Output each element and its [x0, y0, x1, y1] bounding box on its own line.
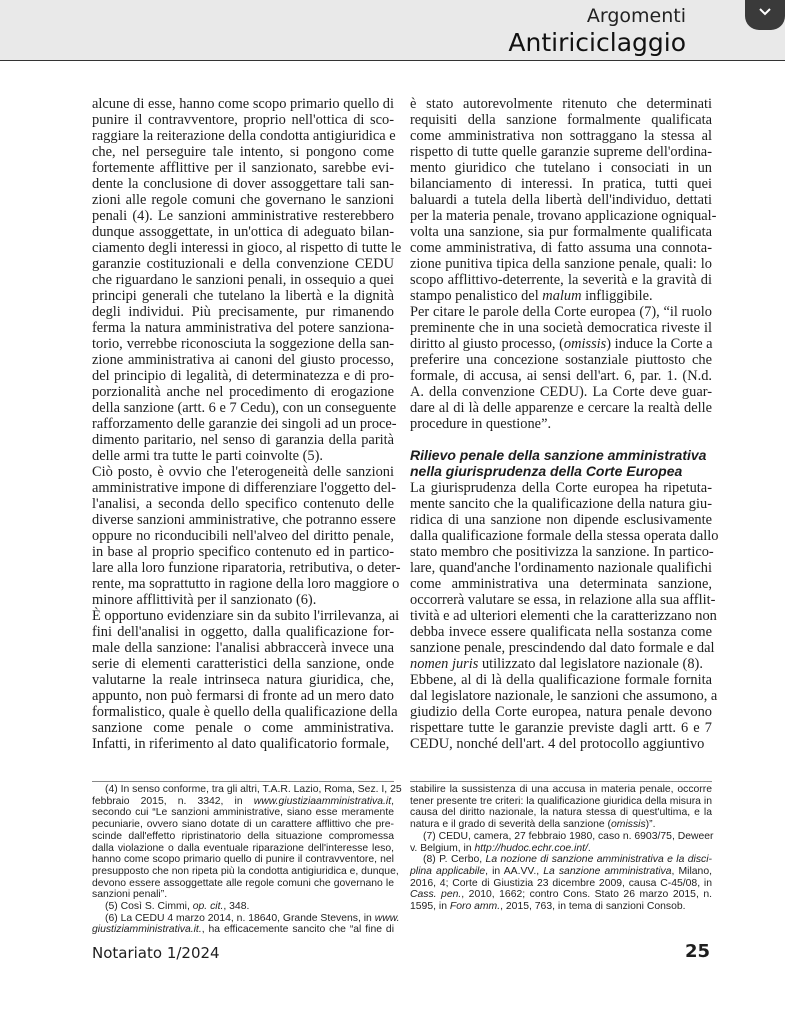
text-line — [410, 368, 712, 384]
text-run: hanno come scopo primario quello di punire il contravventore, nel — [92, 854, 394, 866]
text-line — [92, 901, 394, 913]
text-run: zione punitiva tipica della sanzione penale, quali: lo — [410, 256, 712, 272]
text-line — [92, 854, 394, 866]
text-run: sanzioni penali”. — [92, 889, 168, 901]
text-line — [410, 784, 712, 796]
text-run: rente, ma soprattutto in ragione della loro maggiore o — [92, 576, 400, 592]
text-run: amministrative impone di differenziare l'oggetto del- — [92, 480, 397, 496]
text-run: . — [587, 842, 591, 854]
text-run: 1595, in — [410, 901, 450, 912]
text-line — [92, 368, 394, 384]
text-line — [410, 447, 712, 463]
text-line — [410, 560, 712, 576]
collapse-tab-button[interactable] — [745, 0, 785, 30]
text-run: (8) P. Cerbo, — [423, 854, 486, 866]
text-line — [410, 176, 712, 192]
text-run: ridica di una sanzione non dipende esclusivamente — [410, 512, 712, 528]
text-run: che riguardano le sanzioni penali, in ossequio a quei — [92, 272, 394, 288]
text-run: , 2015, 763, in tema di sanzioni Consob. — [500, 901, 686, 912]
text-line — [410, 224, 712, 240]
italic-text-run: giustiziamministrativa.it. — [92, 924, 202, 936]
text-run: , — [391, 795, 394, 807]
page-number: 25 — [685, 941, 711, 962]
text-run: zioni alle regole comuni che governano le sanzioni — [92, 192, 394, 208]
text-line — [410, 796, 712, 808]
text-run: , ha efficacemente sancito che “al fine di — [201, 924, 394, 936]
text-run: sanzione penale, prescindendo dal dato formale e dal — [410, 640, 715, 656]
text-line — [410, 901, 712, 913]
text-run: , Milano, — [671, 865, 712, 877]
text-run: in base al proprio specifico contenuto ed in partico- — [92, 544, 394, 560]
text-line — [410, 854, 712, 866]
text-run: devono essere assoggettate alle regole comuni che governano le — [92, 877, 394, 889]
text-line — [410, 288, 712, 304]
text-line — [92, 807, 394, 819]
text-run: (5) Così S. Cimmi, — [105, 901, 193, 912]
text-line — [92, 448, 394, 464]
text-run: debba invece essere qualificata nella sostanza come — [410, 624, 712, 640]
publication-issue: Notariato 1/2024 — [92, 944, 220, 962]
text-run: , 2010, 1662; contro Cons. Stato 26 marzo 2015, n. — [461, 889, 712, 901]
text-line — [410, 304, 712, 320]
text-line — [92, 672, 394, 688]
text-run: mento giuridico che tutelano i consociati in un — [410, 160, 712, 176]
text-line — [410, 208, 717, 224]
text-line — [410, 878, 712, 890]
text-run: dimento paritario, nel senso di garanzia della parità — [92, 432, 394, 448]
text-run: Ciò posto, è ovvio che l'eterogeneità delle sanzioni — [92, 464, 394, 480]
text-line — [410, 480, 712, 496]
text-run: porzionalità anche nel procedimento di erogazione — [92, 384, 394, 400]
text-line — [92, 656, 394, 672]
text-line — [92, 288, 394, 304]
italic-text-run: nomen juris — [410, 656, 479, 672]
text-run: lare, quand'anche l'ordinamento nazionale qualifichi — [410, 560, 712, 576]
text-line — [410, 320, 712, 336]
text-line — [92, 528, 394, 544]
text-run: come amministrativa, di fatto assuma una connota- — [410, 240, 712, 256]
text-line — [410, 256, 712, 272]
text-run: utilizzato dal legislatore nazionale (8). — [478, 656, 703, 672]
text-line — [410, 807, 712, 819]
text-run: punire il contravventore, proprio nell'ottica di sco- — [92, 112, 394, 128]
text-line — [410, 336, 712, 352]
text-line — [410, 688, 718, 704]
text-line — [410, 889, 712, 901]
text-line — [92, 224, 394, 240]
text-line — [92, 320, 394, 336]
text-run: , in AA.VV., — [485, 865, 544, 877]
text-line — [92, 736, 394, 752]
text-line — [410, 843, 712, 855]
text-line — [92, 878, 394, 890]
footnote-divider-right — [410, 781, 712, 782]
text-run: sanzione come penale o come amministrativa. — [92, 720, 394, 736]
text-run: È opportuno evidenziare sin da subito l'irrilevanza, ai — [92, 608, 400, 624]
text-run: dalla violazione o dalla eventuale riparazione dell'interesse leso, — [92, 842, 394, 854]
text-run: male della sanzione: l'analisi abbraccerà invece una — [92, 640, 394, 656]
text-run: occorrerà valutare se essa, in relazione alla sua afflit- — [410, 592, 716, 608]
text-line — [410, 416, 712, 432]
italic-text-run: http://hudoc.echr.coe.int/ — [474, 842, 588, 854]
text-run: infliggibile. — [581, 288, 653, 304]
text-line — [410, 192, 712, 208]
text-run: (7) CEDU, camera, 27 febbraio 1980, caso n. 6903/75, Deweer — [423, 830, 714, 842]
text-run: fini dell'analisi in oggetto, dalla qualificazione for- — [92, 624, 394, 640]
text-run: ferma la natura amministrativa del potere sanziona- — [92, 320, 394, 336]
text-run: secondo cui “Le sanzioni amministrative, siano esse meramente — [92, 807, 394, 819]
text-run: penali (4). Le sanzioni amministrative resterebbero — [92, 208, 394, 224]
text-line — [92, 819, 394, 831]
text-run: rafforzamento delle garanzie dei singoli ad un proce- — [92, 416, 397, 432]
text-line — [410, 160, 712, 176]
chevron-down-icon — [757, 6, 773, 18]
text-line — [92, 831, 394, 843]
text-line — [92, 688, 394, 704]
text-run: formalistico, quale è quello della qualificazione della — [92, 704, 398, 720]
text-run: natura e il grado di severità della sanzione ( — [410, 819, 612, 831]
text-line — [410, 352, 712, 368]
text-line — [92, 96, 394, 112]
text-line — [92, 608, 400, 624]
italic-text-run: malum — [542, 288, 582, 304]
text-run: dalla qualificazione formale della stessa operata dallo — [410, 528, 719, 544]
italic-text-run: La sanzione amministrativa — [543, 865, 672, 877]
text-run: Per citare le parole della Corte europea (7), “il ruolo — [410, 304, 712, 320]
text-line — [410, 272, 712, 288]
text-run: scopo afflittivo-deterrente, la severità e la gravità di — [410, 272, 712, 288]
italic-text-run: www.giustiziaamministrativa.it — [253, 795, 392, 807]
text-line — [410, 736, 712, 752]
text-line — [410, 576, 712, 592]
text-line — [92, 400, 397, 416]
text-run: mente sancito che la qualificazione della natura giu- — [410, 496, 712, 512]
text-run: La giurisprudenza della Corte europea ha ripetuta- — [410, 480, 712, 496]
text-line — [410, 512, 712, 528]
running-header — [0, 0, 785, 61]
text-run: diritto al giusto processo, ( — [410, 336, 564, 352]
text-run: Infatti, in riferimento al dato qualificatorio formale, — [92, 736, 390, 752]
text-run: febbraio 2015, n. 3342, in — [92, 795, 254, 807]
text-run: delle armi tra tutte le parti coinvolte (5). — [92, 448, 323, 464]
text-line — [410, 866, 712, 878]
text-line — [92, 843, 394, 855]
text-run: stato membro che positivizza la sanzione. In partico- — [410, 544, 714, 560]
text-line — [92, 480, 397, 496]
section-kicker: Argomenti — [586, 5, 686, 27]
text-run: baluardi a tutela della libertà dell'individuo, dettati — [410, 192, 712, 208]
text-run: degli individui. Più precisamente, pur rimanendo — [92, 304, 394, 320]
text-line — [410, 240, 712, 256]
text-run: CEDU, nonché dell'art. 4 del protocollo aggiuntivo — [410, 736, 705, 752]
text-line — [92, 544, 394, 560]
text-line — [410, 819, 712, 831]
text-line — [92, 272, 394, 288]
text-run: lare alla loro funzione riparatoria, retributiva, o deter- — [92, 560, 401, 576]
text-run: A. della convenzione CEDU). La Corte deve guar- — [410, 384, 712, 400]
text-line — [92, 889, 394, 901]
text-line — [410, 624, 712, 640]
text-line — [410, 400, 712, 416]
text-run: della sanzione (artt. 6 e 7 Cedu), con un conseguente — [92, 400, 397, 416]
text-run: , 348. — [223, 901, 250, 912]
italic-text-run: omissis — [611, 819, 646, 831]
text-line — [92, 352, 394, 368]
text-line — [410, 144, 712, 160]
text-line — [92, 144, 394, 160]
text-run: l'analisi, a seconda dello specifico contenuto delle — [92, 496, 394, 512]
text-line — [92, 112, 394, 128]
text-line — [410, 608, 717, 624]
italic-text-run: omissis — [563, 336, 607, 352]
text-run: Rilievo penale della sanzione amministrativa — [410, 447, 707, 463]
section-title: Antiriciclaggio — [508, 28, 686, 57]
italic-text-run: La nozione di sanzione amministrativa e la disci- — [485, 854, 713, 866]
text-line — [92, 912, 400, 925]
text-run: scinde dall'effetto ripristinatorio della situazione compromessa — [92, 830, 394, 842]
text-line — [92, 784, 402, 796]
text-run: preminente che in una società democratica riveste il — [410, 320, 712, 336]
text-run: zione amministrativa ai canoni del giusto processo, — [92, 352, 394, 368]
italic-text-run: Cass. pen. — [410, 889, 462, 901]
text-line — [92, 464, 394, 480]
text-run: nella giurisprudenza della Corte Europea — [410, 463, 683, 479]
text-run: dente la conclusione di dover assoggettare tali san- — [92, 176, 394, 192]
text-line — [92, 865, 399, 878]
text-line — [410, 672, 712, 688]
text-run: v. Belgium, in — [410, 842, 475, 854]
text-line — [92, 160, 394, 176]
text-run: causa del diritto nazionale, la natura stessa di quest'ultima, e la — [410, 807, 712, 819]
text-run: procedure in questione”. — [410, 416, 552, 432]
text-run: è stato autorevolmente ritenuto che determinati — [410, 96, 712, 112]
text-run: presupposto che non ripeta più la condotta antigiuridica e, dunque, — [92, 865, 399, 877]
text-line — [92, 560, 401, 576]
text-run: rispetto di tutte quelle garanzie supreme dell'ordina- — [410, 144, 712, 160]
text-run: Ebbene, al di là della qualificazione formale fornita — [410, 672, 712, 688]
text-line — [92, 704, 398, 720]
text-run: dare al di là delle apparenze e cercare la realtà delle — [410, 400, 712, 416]
text-run: come amministrativa non sottraggano la stessa al — [410, 128, 712, 144]
text-run: minore afflittività per il sanzionato (6). — [92, 592, 317, 608]
text-line — [92, 624, 394, 640]
text-line — [410, 96, 712, 112]
text-run: come amministrativa una determinata sanzione, — [410, 576, 712, 592]
text-line — [410, 831, 712, 843]
text-run: formale, di accusa, ai sensi dell'art. 6, par. 1. (N.d. — [410, 368, 712, 384]
text-line — [410, 463, 712, 479]
text-run: torio, verrebbe riconosciuta la soggezione della san- — [92, 336, 394, 352]
text-line — [92, 432, 394, 448]
text-line — [92, 496, 394, 512]
footnote-divider-left — [92, 781, 394, 782]
text-run: per la materia penale, trovano applicazione ogniqual- — [410, 208, 717, 224]
italic-text-run: op. cit. — [192, 901, 224, 912]
text-run: tività e ad ulteriori elementi che la caratterizzano non — [410, 608, 717, 624]
text-line — [410, 528, 719, 544]
text-run: principi generali che tutelano la libertà e la dignità — [92, 288, 394, 304]
text-run: (4) In senso conforme, tra gli altri, T.A.R. Lazio, Roma, Sez. I, 25 — [105, 784, 402, 795]
text-line — [92, 208, 394, 224]
text-line — [92, 128, 394, 144]
text-run: volta una sanzione, sia pur formalmente qualificata — [410, 224, 712, 240]
text-line — [92, 640, 394, 656]
text-line — [92, 176, 394, 192]
text-line — [92, 240, 402, 256]
text-line — [410, 112, 712, 128]
text-line — [410, 496, 712, 512]
text-run: dunque assoggettate, in un'ottica di adeguato bilan- — [92, 224, 394, 240]
text-line — [410, 384, 712, 400]
text-run: oppure no riconducibili nell'alveo del diritto penale, — [92, 528, 394, 544]
text-run: del principio di legalità, di determinatezza e di pro- — [92, 368, 394, 384]
text-run: (6) La CEDU 4 marzo 2014, n. 18640, Grande Stevens, in — [105, 912, 375, 924]
text-run: raggiare la reiterazione della condotta antigiuridica e — [92, 128, 396, 144]
text-run: requisiti della sanzione formalmente qualificata — [410, 112, 712, 128]
text-line — [92, 336, 394, 352]
text-run: dal legislatore nazionale, le sanzioni che assumono, a — [410, 688, 718, 704]
text-run: rispettare tutte le garanzie previste dagli artt. 6 e 7 — [410, 720, 712, 736]
text-run: ) induce la Corte a — [606, 336, 713, 352]
text-line — [92, 512, 394, 528]
text-run: pecuniarie, ovvero siano dotate di un carattere afflittivo che pre- — [92, 819, 394, 831]
text-line — [410, 656, 712, 672]
text-run: alcune di esse, hanno come scopo primario quello di — [92, 96, 394, 112]
italic-text-run: www. — [374, 912, 400, 924]
text-run: garanzie costituzionali e della convenzione CEDU — [92, 256, 394, 272]
text-line — [410, 704, 712, 720]
text-line — [92, 192, 394, 208]
text-run: valutarne la reale intrinseca natura giuridica, che, — [92, 672, 394, 688]
text-line — [410, 544, 712, 560]
text-line — [410, 640, 715, 656]
text-run: serie di elementi caratteristici della sanzione, onde — [92, 656, 394, 672]
text-line — [92, 576, 400, 592]
text-run: diverse sanzioni amministrative, che potranno essere — [92, 512, 396, 528]
text-run: )”. — [645, 819, 656, 831]
italic-text-run: plina applicabile — [410, 865, 486, 877]
text-run: appunto, non può fermarsi di fronte ad un mero dato — [92, 688, 394, 704]
text-run: preferire una concezione sostanziale piuttosto che — [410, 352, 712, 368]
text-line — [92, 304, 394, 320]
text-run: bilanciamento di interessi. In pratica, tutti quei — [410, 176, 712, 192]
text-line — [410, 720, 712, 736]
text-line — [410, 592, 716, 608]
text-run: ciamento degli interessi in gioco, al rispetto di tutte le — [92, 240, 402, 256]
text-line — [92, 720, 394, 736]
text-run: che, nel perseguire tale intento, si pongono come — [92, 144, 394, 160]
text-line — [92, 416, 397, 432]
text-line — [410, 128, 712, 144]
text-line — [92, 796, 394, 808]
text-run: giudizio della Corte europea, natura penale devono — [410, 704, 712, 720]
text-line — [92, 924, 394, 936]
text-line — [92, 384, 394, 400]
text-run: tener presente tre criteri: la qualificazione giuridica della misura in — [410, 795, 712, 807]
text-run: fortemente afflittive per il sanzionato, sarebbe evi- — [92, 160, 394, 176]
text-line — [92, 592, 394, 608]
text-run: 2016, 4; Corte di Giustizia 23 dicembre 2009, causa C-45/08, in — [410, 877, 712, 889]
text-line — [92, 256, 394, 272]
italic-text-run: Foro amm. — [449, 901, 501, 912]
text-run: stabilire la sussistenza di una accusa in materia penale, occorre — [410, 784, 712, 795]
text-run: stampo penalistico del — [410, 288, 543, 304]
